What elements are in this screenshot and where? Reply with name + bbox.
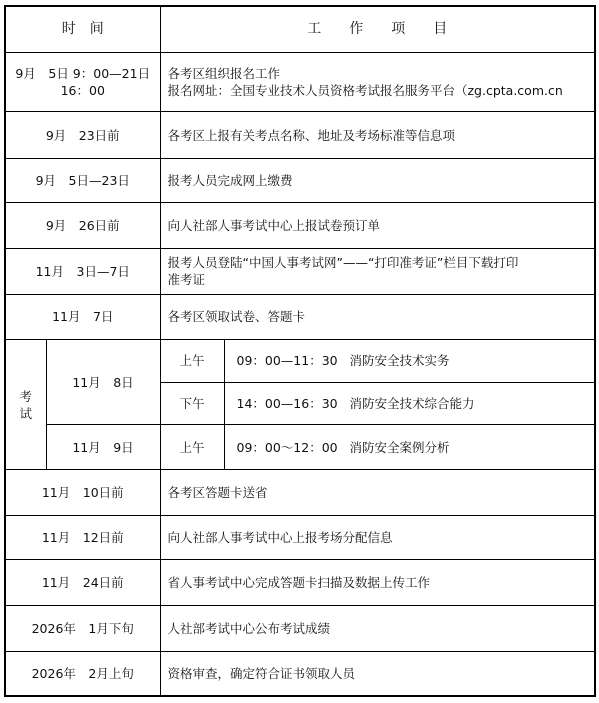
row-time: 11月 24日前 [5,559,160,605]
row-time: 11月 12日前 [5,515,160,559]
exam-row [5,425,595,470]
row-item: 向人社部人事考试中心上报试卷预订单 [160,203,595,248]
table-row [5,52,595,111]
row-item: 向人社部人事考试中心上报考场分配信息 [160,515,595,559]
exam-subject: 消防安全技术实务 [349,353,450,369]
exam-schedule-table [4,5,596,697]
exam-label [5,339,46,470]
row-item: 报考人员完成网上缴费 [160,159,595,203]
exam-session [224,425,595,470]
exam-period: 上午 [160,339,224,382]
row-time: 9月 23日前 [5,111,160,158]
exam-time: 09：00～12：00 [236,439,338,455]
row-item: 各考区领取试卷、答题卡 [160,294,595,339]
row-item-line: 各考区组织报名工作 [167,65,281,81]
row-item-line: 准考证 [167,272,206,288]
row-item [160,52,595,111]
table-row [5,111,595,158]
exam-period: 上午 [160,425,224,470]
exam-date: 11月 9日 [46,425,160,470]
exam-row [5,339,595,382]
table-row [5,606,595,652]
row-item [160,248,595,294]
exam-time: 14：00—16：30 [236,396,338,412]
row-time: 11月 10日前 [5,470,160,515]
row-time-line: 16：00 [60,82,105,98]
exam-time: 09：00—11：30 [236,353,338,369]
row-time-line: 9月 5日 9：00—21日 [15,65,151,81]
row-time [5,52,160,111]
table-row [5,248,595,294]
row-item-line: 报名网址：全国专业技术人员资格考试报名服务平台（zg.cpta.com.cn [167,82,563,98]
table-row [5,203,595,248]
row-item-line: 报考人员登陆“中国人事考试网”——“打印准考证”栏目下载打印 [167,255,519,271]
table-row [5,559,595,605]
exam-label-char: 考 [19,388,32,404]
table-row [5,652,595,696]
row-item: 各考区上报有关考点名称、地址及考场标准等信息项 [160,111,595,158]
row-item: 资格审查，确定符合证书领取人员 [160,652,595,696]
row-item: 各考区答题卡送省 [160,470,595,515]
exam-period: 下午 [160,383,224,425]
exam-subject: 消防安全技术综合能力 [349,396,475,412]
row-time: 9月 26日前 [5,203,160,248]
exam-session [224,383,595,425]
row-time: 2026年 2月上旬 [5,652,160,696]
header-row [5,6,595,52]
exam-label-char: 试 [19,405,32,421]
table-row [5,515,595,559]
row-time: 2026年 1月下旬 [5,606,160,652]
row-item: 人社部考试中心公布考试成绩 [160,606,595,652]
exam-subject: 消防安全案例分析 [349,439,450,455]
exam-date: 11月 8日 [46,339,160,424]
header-time: 时 间 [5,6,160,52]
row-time: 11月 3日—7日 [5,248,160,294]
header-items: 工 作 项 目 [160,6,595,52]
exam-session [224,339,595,382]
row-time: 11月 7日 [5,294,160,339]
row-time: 9月 5日—23日 [5,159,160,203]
row-item: 省人事考试中心完成答题卡扫描及数据上传工作 [160,559,595,605]
table-row [5,159,595,203]
table-row [5,294,595,339]
table-row [5,470,595,515]
